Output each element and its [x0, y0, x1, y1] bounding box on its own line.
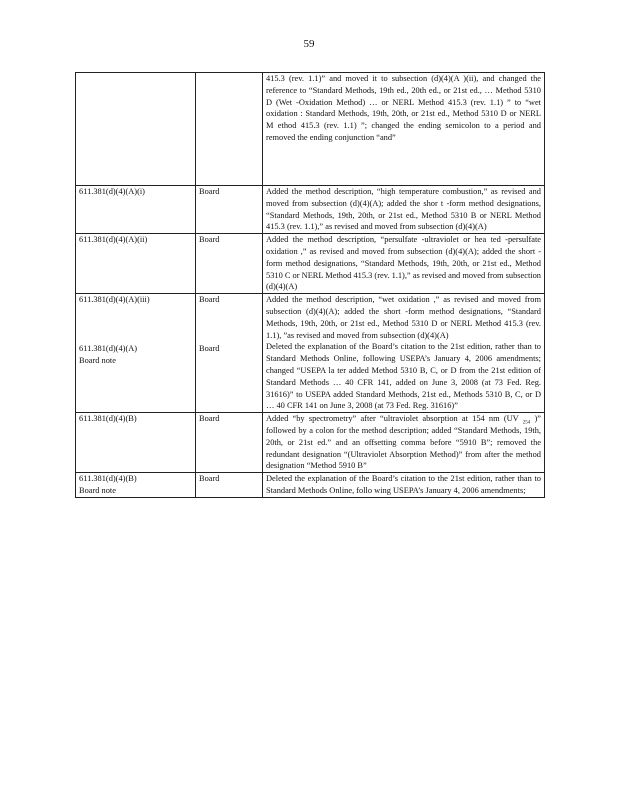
source-cell: Board [196, 413, 263, 473]
source-cell: Board Board [196, 294, 263, 413]
source-cell: Board [196, 234, 263, 294]
table-row [76, 294, 545, 413]
section-cell: 611.381(d)(4)(B) Board note [76, 473, 196, 498]
note-cell: Added the method description, “high temperature combustion,” as revised and moved from subsection (d)(4)(A); added the shor t -form method designations, “Standard Methods, 19th, 20th, or 21st ed., Method 5310 B or NERL Method 415.3 (rev. 1.1),” as revised and moved from subsection (d)(4)(A) [263, 186, 545, 234]
table-row [76, 234, 545, 294]
page-number: 59 [303, 38, 315, 50]
section-cell [76, 73, 196, 186]
source-cell: Board [196, 186, 263, 234]
section-cell: 611.381(d)(4)(B) [76, 413, 196, 473]
section-cell: 611.381(d)(4)(A)(i) [76, 186, 196, 234]
note-cell: Deleted the explanation of the Board’s citation to the 21st edition, rather than to Standard Methods Online, follo wing USEPA’s January 4, 2006 amendments; [263, 473, 545, 498]
source-cell [196, 73, 263, 186]
section-cell: 611.381(d)(4)(A)(iii) 611.381(d)(4)(A) Board note [76, 294, 196, 413]
amendments-table [75, 72, 545, 498]
note-cell: Added “by spectrometry” after “ultraviolet absorption at 154 nm (UV $_{254}$ )” followed by a colon for the method description; added “Standard Methods, 19th, 20th, or 21st ed.” and an offsetting comma before “5910 B”; removed the redundant designation “(Ultraviolet Absorption Method)” from after the method designation “Method 5910 B” [263, 413, 545, 473]
section-cell: 611.381(d)(4)(A)(ii) [76, 234, 196, 294]
table-row [76, 73, 545, 186]
note-cell: 415.3 (rev. 1.1)” and moved it to subsection (d)(4)(A )(ii), and changed the reference to “Standard Methods, 19th ed., 20th ed., or 21st ed., … Method 5310 D (Wet -Oxidation Method) … or NERL Method 415.3 (rev. 1.1) ” to “wet oxidation : Standard Methods, 19th, 20th, or 21st ed., Method 5310 D or NERL M ethod 415.3 (rev. 1.1) ”; changed the ending semicolon to a period and removed the ending conjunction “and” [263, 73, 545, 186]
table-row [76, 413, 545, 473]
note-cell: Added the method description, “persulfate -ultraviolet or hea ted -persulfate oxidation ,” as revised and moved from subsection (d)(4)(A); added the short -form method designations, “Standard Methods, 19th, 20th, or 21st ed., Method 5310 C or NERL Method 415.3 (rev. 1.1),” as revised and moved from subsection (d)(4)(A) [263, 234, 545, 294]
table-row [76, 473, 545, 498]
note-cell: Added the method description, “wet oxidation ,” as revised and moved from subsection (d)(4)(A); added the short -form method designations, “Standard Methods, 19th, 20th, or 21st ed., Method 5310 D or NERL Method 415.3 (rev. 1.1), ”as revised and moved from subsection (d)(4)(A) Deleted the explanation of the Board’s citation to the 21st edition, rather than to Standard Methods Online, following USEPA’s January 4, 2006 amendments; changed “USEPA la ter added Method 5310 B, C, or D from the 21st edition of Standard Methods … 40 CFR 141, added on June 3, 2008 (at 73 Fed. Reg. 31616)” to USEPA added Standard Methods, 21st ed., Methods 5310 B, C, or D … 40 CFR 141 on June 3, 2008 (at 73 Fed. Reg. 31616)” [263, 294, 545, 413]
table-row [76, 186, 545, 234]
source-cell: Board [196, 473, 263, 498]
